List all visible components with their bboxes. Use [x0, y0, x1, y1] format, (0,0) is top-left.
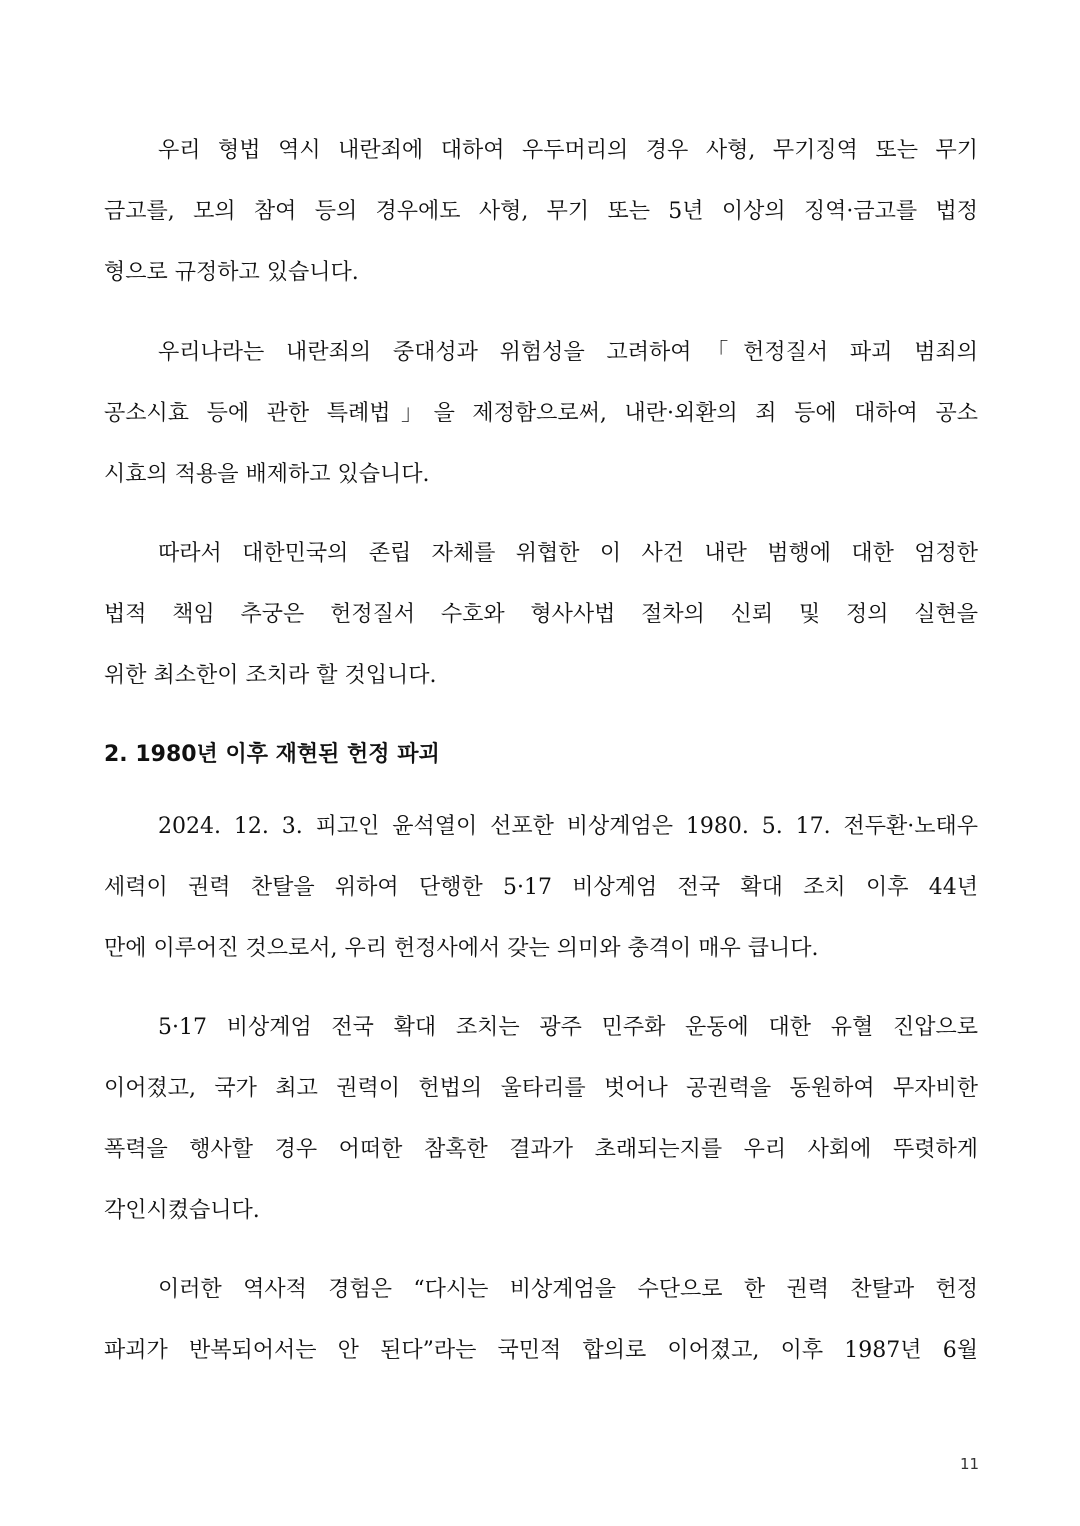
paragraph-2-line-3: 시효의 적용을 배제하고 있습니다.: [104, 462, 430, 487]
paragraph-5-line-1: 5·17 비상계엄 전국 확대 조치는 광주 민주화 운동에 대한 유혈 진압으로: [158, 1015, 978, 1040]
paragraph-5-line-4: 각인시켰습니다.: [104, 1198, 260, 1223]
paragraph-5-line-3: 폭력을 행사할 경우 어떠한 참혹한 결과가 초래되는지를 우리 사회에 뚜렷하게: [104, 1137, 978, 1162]
paragraph-3-line-3: 위한 최소한이 조치라 할 것입니다.: [104, 663, 437, 688]
paragraph-2-line-2: 공소시효 등에 관한 특례법」을 제정함으로써, 내란·외환의 죄 등에 대하여 공소: [104, 401, 978, 426]
paragraph-6-line-2: 파괴가 반복되어서는 안 된다”라는 국민적 합의로 이어졌고, 이후 1987년 6월: [104, 1338, 978, 1363]
page-number: 11: [960, 1455, 980, 1473]
section-heading: 2. 1980년 이후 재현된 헌정 파괴: [104, 742, 440, 767]
paragraph-5-line-2: 이어졌고, 국가 최고 권력이 헌법의 울타리를 벗어나 공권력을 동원하여 무자비한: [104, 1076, 978, 1101]
paragraph-1-line-2: 금고를, 모의 참여 등의 경우에도 사형, 무기 또는 5년 이상의 징역·금고를 법정: [104, 199, 978, 224]
paragraph-3-line-1: 따라서 대한민국의 존립 자체를 위협한 이 사건 내란 범행에 대한 엄정한: [158, 541, 978, 566]
paragraph-1-line-3: 형으로 규정하고 있습니다.: [104, 260, 359, 285]
paragraph-4-line-1: 2024. 12. 3. 피고인 윤석열이 선포한 비상계엄은 1980. 5. 17. 전두환·노태우: [158, 814, 978, 839]
paragraph-3-line-2: 법적 책임 추궁은 헌정질서 수호와 형사사법 절차의 신뢰 및 정의 실현을: [104, 602, 978, 627]
paragraph-6-line-1: 이러한 역사적 경험은 “다시는 비상계엄을 수단으로 한 권력 찬탈과 헌정: [158, 1277, 978, 1302]
paragraph-4-line-2: 세력이 권력 찬탈을 위하여 단행한 5·17 비상계엄 전국 확대 조치 이후 44년: [104, 875, 978, 900]
paragraph-4-line-3: 만에 이루어진 것으로서, 우리 헌정사에서 갖는 의미와 충격이 매우 큽니다.: [104, 936, 819, 961]
paragraph-1-line-1: 우리 형법 역시 내란죄에 대하여 우두머리의 경우 사형, 무기징역 또는 무기: [158, 138, 978, 163]
paragraph-2-line-1: 우리나라는 내란죄의 중대성과 위험성을 고려하여「헌정질서 파괴 범죄의: [158, 340, 978, 365]
